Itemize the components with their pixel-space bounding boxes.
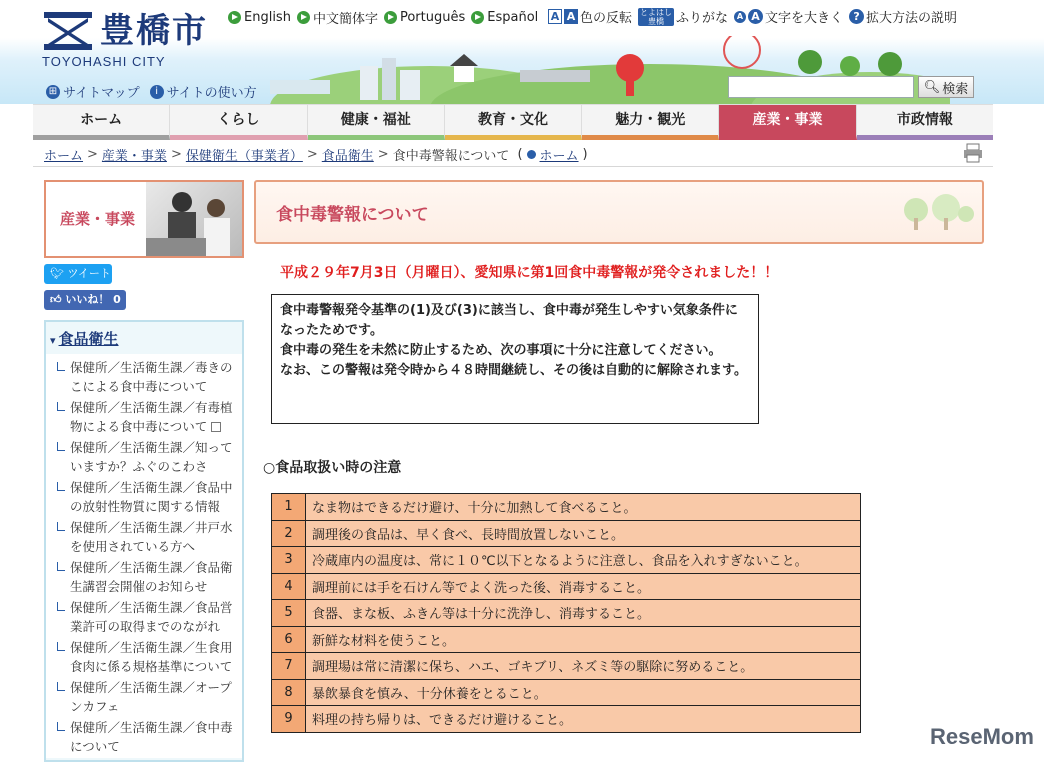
breadcrumb-home-alt[interactable]: ホーム bbox=[539, 149, 579, 164]
sidebar-item[interactable]: 保健所／生活衛生課／食品衛生講習会開催のお知らせ bbox=[54, 558, 238, 598]
notice-line: 食中毒の発生を未然に防止するため、次の事項に十分に注意してください。 bbox=[280, 343, 722, 358]
row-number: 7 bbox=[272, 653, 306, 680]
letter-a-small-icon: A bbox=[734, 11, 746, 23]
row-text: 新鮮な材料を使うこと。 bbox=[306, 626, 861, 653]
furigana-button[interactable]: とよはし 豊橋 ふりがな bbox=[640, 7, 729, 26]
question-icon: ? bbox=[849, 9, 864, 24]
home-dot-icon bbox=[527, 150, 536, 159]
sidebar-item[interactable]: 保健所／生活衛生課／食中毒について bbox=[54, 718, 238, 758]
notice-line: 食中毒警報発令基準の(1)及び(3)に該当し、食中毒が発生しやすい気象条件になったためです。 bbox=[280, 303, 738, 338]
chevron-right-icon: > bbox=[377, 147, 389, 162]
row-number: 6 bbox=[272, 626, 306, 653]
table-row bbox=[272, 600, 861, 627]
global-nav bbox=[33, 104, 993, 140]
gnav-living[interactable]: くらし bbox=[170, 105, 307, 140]
row-text: 暴飲暴食を慎み、十分休養をとること。 bbox=[306, 679, 861, 706]
row-text: 調理後の食品は、早く食べ、長時間放置しないこと。 bbox=[306, 520, 861, 547]
row-number: 4 bbox=[272, 573, 306, 600]
table-row bbox=[272, 706, 861, 733]
letter-a-large-icon: A bbox=[748, 9, 763, 24]
gnav-tourism[interactable]: 魅力・観光 bbox=[582, 105, 719, 140]
breadcrumb-paren-open: ( bbox=[517, 147, 523, 162]
section-heading: ○食品取扱い時の注意 bbox=[263, 460, 402, 476]
arrow-icon bbox=[228, 11, 241, 24]
lang-spanish[interactable]: Español bbox=[471, 8, 538, 27]
category-banner[interactable] bbox=[44, 180, 244, 258]
page-title-box bbox=[254, 180, 984, 244]
alert-message: 平成２９年7月3日（月曜日）、愛知県に第1回食中毒警報が発令されました！！ bbox=[280, 265, 779, 281]
search-area bbox=[728, 76, 974, 98]
row-text: 調理前には手を石けん等でよく洗った後、消毒すること。 bbox=[306, 573, 861, 600]
search-icon: 🔍︎ bbox=[923, 79, 941, 95]
gnav-education[interactable]: 教育・文化 bbox=[445, 105, 582, 140]
row-number: 2 bbox=[272, 520, 306, 547]
trees-decoration-icon bbox=[896, 192, 976, 232]
twitter-bird-icon: 🐦︎ bbox=[50, 267, 64, 280]
chevron-right-icon: > bbox=[170, 147, 182, 162]
info-icon: i bbox=[150, 85, 164, 99]
row-text: 料理の持ち帰りは、できるだけ避けること。 bbox=[306, 706, 861, 733]
breadcrumb-food[interactable]: 食品衛生 bbox=[321, 149, 374, 164]
notice-box bbox=[271, 294, 759, 424]
row-text: 食器、まな板、ふきん等は十分に洗浄し、消毒すること。 bbox=[306, 600, 861, 627]
category-banner-label: 産業・事業 bbox=[60, 210, 136, 228]
row-number: 3 bbox=[272, 547, 306, 574]
table-row bbox=[272, 520, 861, 547]
row-text: 調理場は常に清潔に保ち、ハエ、ゴキブリ、ネズミ等の駆除に努めること。 bbox=[306, 653, 861, 680]
resemom-watermark: ReseMom bbox=[930, 724, 1034, 749]
language-bar bbox=[228, 8, 538, 27]
precautions-table bbox=[271, 493, 861, 733]
page-title: 食中毒警報について bbox=[276, 205, 429, 225]
lang-english[interactable]: English bbox=[228, 8, 291, 27]
gnav-industry[interactable]: 産業・事業 bbox=[719, 105, 856, 140]
gnav-health[interactable]: 健康・福祉 bbox=[308, 105, 445, 140]
chevron-right-icon: > bbox=[87, 147, 98, 162]
city-emblem-icon bbox=[42, 10, 94, 52]
row-text: 冷蔵庫内の温度は、常に１０℃以下となるように注意し、食品を入れすぎないこと。 bbox=[306, 547, 861, 574]
help-button[interactable]: ? 拡大方法の説明 bbox=[849, 7, 957, 26]
breadcrumb-health[interactable]: 保健衛生（事業者） bbox=[185, 149, 303, 164]
breadcrumb-current: 食中毒警報について bbox=[392, 149, 510, 164]
breadcrumb-divider bbox=[33, 166, 993, 167]
row-text: なま物はできるだけ避け、十分に加熱して食べること。 bbox=[306, 494, 861, 521]
sidebar-item[interactable]: 保健所／生活衛生課／食品営業許可の取得までのながれ bbox=[54, 598, 238, 638]
site-name-en: TOYOHASHI CITY bbox=[42, 54, 166, 69]
row-number: 8 bbox=[272, 679, 306, 706]
row-number: 1 bbox=[272, 494, 306, 521]
arrow-icon bbox=[471, 11, 484, 24]
chevron-right-icon: > bbox=[306, 147, 318, 162]
table-row bbox=[272, 653, 861, 680]
sidebar-item[interactable]: 保健所／生活衛生課／生食用食肉に係る規格基準について bbox=[54, 638, 238, 678]
sidebar-item[interactable]: 保健所／生活衛生課／毒きのこによる食中毒について bbox=[54, 358, 238, 398]
table-row bbox=[272, 679, 861, 706]
row-number: 9 bbox=[272, 706, 306, 733]
letter-a-inverted-icon: A bbox=[564, 9, 578, 24]
sidebar-item[interactable]: 保健所／生活衛生課／知っていますか？ふぐのこわさ bbox=[54, 438, 238, 478]
furigana-badge: とよはし 豊橋 bbox=[640, 7, 673, 26]
table-row bbox=[272, 626, 861, 653]
table-row bbox=[272, 547, 861, 574]
notice-line: なお、この警報は発令時から４８時間継続し、その後は自動的に解除されます。 bbox=[280, 363, 747, 378]
external-link-icon bbox=[211, 422, 221, 432]
table-row bbox=[272, 494, 861, 521]
site-logo[interactable] bbox=[42, 8, 222, 70]
breadcrumb-home[interactable]: ホーム bbox=[44, 149, 84, 164]
row-number: 5 bbox=[272, 600, 306, 627]
search-input[interactable] bbox=[728, 76, 914, 98]
howto-link[interactable]: i サイトの使い方 bbox=[150, 82, 257, 101]
site-header bbox=[0, 0, 1044, 104]
site-name: 豊橋市 bbox=[100, 11, 208, 51]
tweet-button[interactable]: 🐦︎ ツイート bbox=[44, 264, 112, 284]
sidebar-item[interactable]: 保健所／生活衛生課／オープンカフェ bbox=[54, 678, 238, 718]
arrow-icon bbox=[297, 11, 310, 24]
thumbs-up-icon: 👍︎ bbox=[50, 293, 62, 306]
accessibility-toolbar bbox=[548, 7, 957, 26]
like-button[interactable]: 👍︎ いいね！ 0 bbox=[44, 290, 126, 310]
office-workers-photo bbox=[146, 182, 244, 256]
sitemap-link[interactable]: ⊞ サイトマップ bbox=[46, 82, 140, 101]
sitemap-icon: ⊞ bbox=[46, 85, 60, 99]
lang-portuguese[interactable]: Português bbox=[384, 8, 465, 27]
search-button[interactable]: 🔍︎ 検索 bbox=[918, 76, 974, 98]
sidebar-list bbox=[46, 354, 242, 758]
lang-chinese[interactable]: 中文簡体字 bbox=[297, 8, 378, 27]
invert-colors-button[interactable]: A A 色の反転 bbox=[548, 7, 632, 26]
print-icon[interactable] bbox=[962, 142, 984, 164]
arrow-icon bbox=[384, 11, 397, 24]
letter-a-icon: A bbox=[548, 9, 562, 24]
gnav-home[interactable]: ホーム bbox=[33, 105, 170, 140]
utility-nav bbox=[46, 82, 257, 101]
breadcrumb-paren-close: ) bbox=[582, 147, 588, 162]
sidebar-menu bbox=[44, 320, 244, 762]
breadcrumb-industry[interactable]: 産業・事業 bbox=[101, 149, 167, 164]
breadcrumb bbox=[44, 145, 588, 164]
sidebar-heading[interactable]: ▾ 食品衛生 bbox=[50, 328, 119, 349]
enlarge-text-button[interactable]: A A 文字を大きく bbox=[734, 7, 843, 26]
gnav-cityinfo[interactable]: 市政情報 bbox=[857, 105, 993, 140]
sidebar-item[interactable]: 保健所／生活衛生課／有毒植物による食中毒について bbox=[54, 398, 238, 438]
sidebar-item[interactable]: 保健所／生活衛生課／井戸水を使用されている方へ bbox=[54, 518, 238, 558]
table-row bbox=[272, 573, 861, 600]
sidebar-item[interactable]: 保健所／生活衛生課／食品中の放射性物質に関する情報 bbox=[54, 478, 238, 518]
